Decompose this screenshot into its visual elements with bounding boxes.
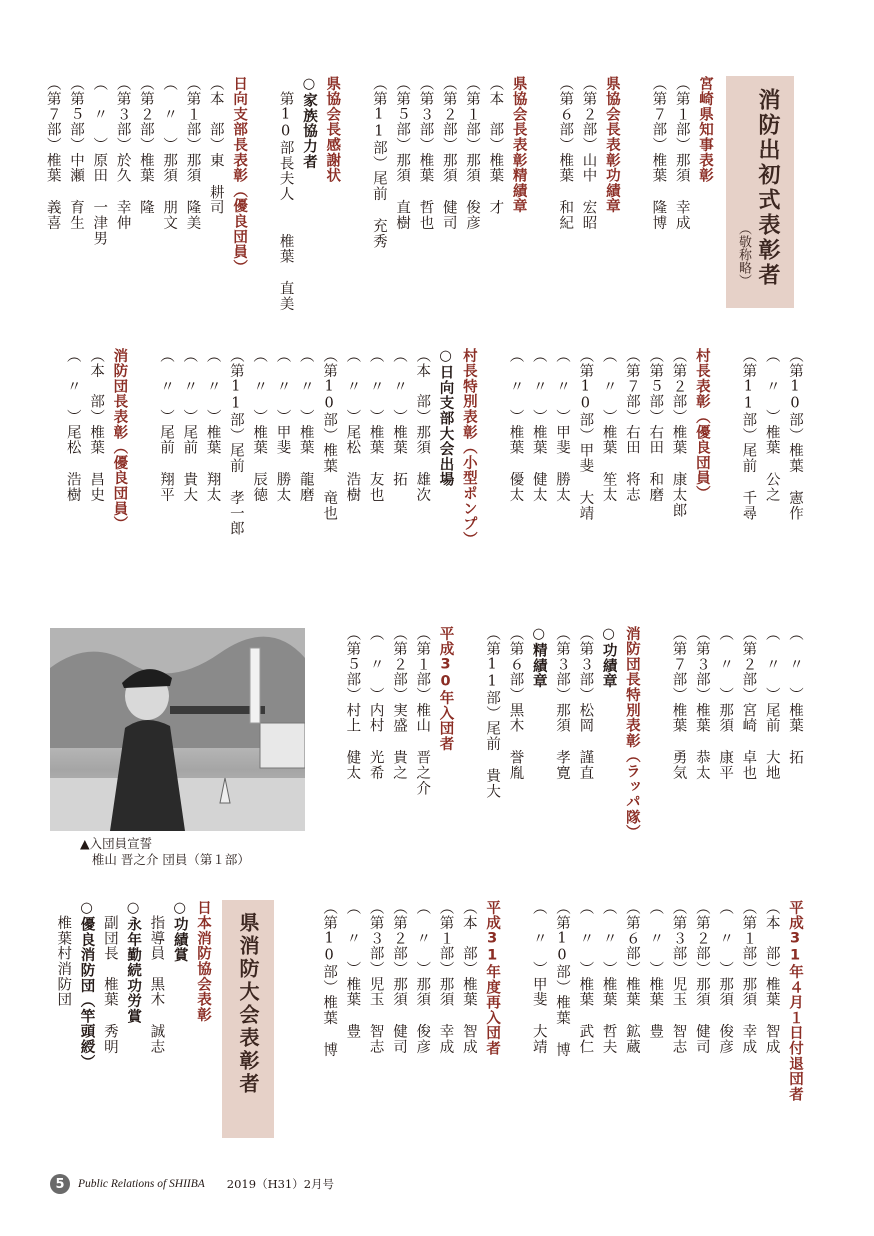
name-entry: 指導員 黒木 誠志 [148, 900, 165, 1055]
name-entry [623, 76, 646, 308]
section1-block-top [40, 76, 716, 312]
name-entry: （第11部）尾前 充秀 [370, 76, 387, 249]
award-category: ○優良消防団（竿頭綬） [78, 900, 95, 1070]
name-entry: （第３部）那須 孝寛 [554, 626, 571, 781]
name-entry: （ 〃 ）内村 光希 [367, 626, 384, 781]
name-entry [480, 348, 503, 580]
section-heading: 県協会長表彰精績章 [510, 76, 527, 214]
name-entry: （ 〃 ）椎葉 友也 [367, 348, 384, 503]
name-entry: （ 〃 ）尾前 翔平 [157, 348, 174, 503]
award-category: ○日向支部大会出場 [437, 348, 454, 488]
name-entry: （第５部）中瀬 育生 [67, 76, 84, 231]
section1-subtitle: （敬称略） [736, 222, 751, 287]
section-heading: 平成31年４月１日付退団者 [787, 900, 803, 1102]
page-number: 5 [50, 1174, 70, 1194]
section-heading: 日向支部長表彰（優良団員） [231, 76, 248, 275]
caption-line2: 椎山 晋之介 団員（第１部） [91, 852, 250, 867]
name-entry: （第１部）那須 隆美 [184, 76, 201, 231]
name-entry [130, 348, 153, 580]
name-entry: （第11部）尾前 千尋 [740, 348, 757, 521]
name-entry: （第11部）尾前 貴大 [484, 626, 501, 799]
section-heading: 宮崎県知事表彰 [697, 76, 713, 184]
name-entry: （ 〃 ）椎葉 武仁 [577, 900, 594, 1055]
name-entry: （第７部）椎葉 隆博 [650, 76, 667, 231]
name-entry: （第２部）実盛 貴之 [390, 626, 407, 781]
name-entry: （ 〃 ）那須 俊彦 [717, 900, 734, 1055]
section1-block-middle [61, 348, 807, 580]
photo-illustration [50, 628, 305, 831]
section-heading: 消防団長特別表彰（ラッパ隊） [623, 626, 640, 841]
name-entry: （ 〃 ）原田 一津男 [91, 76, 108, 246]
section2-block-b [51, 900, 214, 1132]
award-category: ○家族協力者 [300, 76, 317, 170]
name-entry: （第２部）山中 宏昭 [580, 76, 597, 231]
name-entry [713, 348, 736, 580]
name-entry: （本 部）椎葉 智成 [763, 900, 780, 1055]
caption-line1: ▲入団員宣誓 [80, 836, 153, 851]
name-entry: （第11部）尾前 孝一郎 [227, 348, 244, 537]
section-heading: 平成31年度再入団者 [484, 900, 501, 1056]
page-footer [50, 1174, 334, 1194]
section2-block [317, 900, 806, 1132]
section-heading: 村長特別表彰（小型ポンプ） [460, 348, 477, 547]
name-entry: 椎葉村消防団 [55, 900, 72, 1008]
name-entry: （第６部）椎葉 鉱蔵 [623, 900, 640, 1055]
name-entry: （ 〃 ）尾松 浩樹 [64, 348, 81, 503]
name-entry: （第３部）於久 幸伸 [114, 76, 131, 231]
section-heading: 平成30年入団者 [437, 626, 454, 752]
section-heading: 村長表彰（優良団員） [693, 348, 710, 501]
name-entry: （本 部）椎葉 昌史 [88, 348, 105, 503]
name-entry: （ 〃 ）椎葉 優太 [507, 348, 524, 503]
name-entry: （第３部）松岡 謹直 [577, 626, 594, 781]
name-entry: （ 〃 ）椎葉 豊 [344, 900, 361, 1040]
section-heading: 県協会長感謝状 [324, 76, 341, 184]
name-entry: （ 〃 ）甲斐 勝太 [274, 348, 291, 503]
name-entry: （本 部）椎葉 才 [487, 76, 504, 216]
name-entry: （ 〃 ）椎葉 健太 [530, 348, 547, 503]
name-entry: （第６部）椎葉 和紀 [557, 76, 574, 231]
award-category: ○永年勤続功労賞 [125, 900, 142, 1024]
name-entry: 副団長 椎葉 秀明 [101, 900, 118, 1055]
name-entry: （第３部）椎葉 哲也 [417, 76, 434, 231]
name-entry: （ 〃 ）椎葉 公之 [763, 348, 780, 503]
award-category: ○功績賞 [171, 900, 188, 963]
name-entry: （第２部）那須 健司 [390, 900, 407, 1055]
name-entry: 第10部長夫人 椎葉 直美 [277, 76, 294, 312]
name-entry: （第10部）椎葉 博 [554, 900, 571, 1058]
name-entry: （第10部）椎葉 竜也 [321, 348, 338, 521]
name-entry: （ 〃 ）那須 朋文 [161, 76, 178, 231]
name-entry [643, 626, 666, 858]
name-entry: （ 〃 ）椎葉 龍磨 [297, 348, 314, 503]
name-entry [503, 900, 526, 1132]
name-entry: （第１部）那須 幸成 [437, 900, 454, 1055]
name-entry: （ 〃 ）椎葉 笙太 [600, 348, 617, 503]
name-entry [457, 626, 480, 858]
name-entry: （第７部）右田 将志 [623, 348, 640, 503]
name-entry: （第６部）黒木 誉胤 [507, 626, 524, 781]
name-entry: （ 〃 ）甲斐 大靖 [530, 900, 547, 1055]
ceremony-photo [50, 628, 305, 831]
name-entry: （ 〃 ）椎葉 翔太 [204, 348, 221, 503]
name-entry: （ 〃 ）椎葉 哲夫 [600, 900, 617, 1055]
name-entry: （第２部）椎葉 康太郎 [670, 348, 687, 518]
name-entry [530, 76, 553, 308]
issue-label: 2019（H31）2月号 [226, 1177, 335, 1191]
name-entry: （ 〃 ）椎葉 拓 [390, 348, 407, 488]
name-entry: （第５部）那須 直樹 [394, 76, 411, 231]
name-entry [343, 76, 366, 308]
name-entry: （ 〃 ）那須 俊彦 [414, 900, 431, 1055]
name-entry: （本 部）東 耕司 [207, 76, 224, 216]
section1-title: 消防出初式表彰者 [755, 88, 780, 288]
name-entry: （ 〃 ）那須 康平 [717, 626, 734, 781]
name-entry: （第７部）椎葉 勇気 [670, 626, 687, 781]
award-category: ○功績章 [600, 626, 617, 689]
name-entry: （第３部）児玉 智志 [367, 900, 384, 1055]
name-entry: （第１部）那須 幸成 [740, 900, 757, 1055]
name-entry: （ 〃 ）尾前 大地 [763, 626, 780, 781]
name-entry: （第１部）那須 俊彦 [464, 76, 481, 231]
section-heading: 県協会長表彰功績章 [603, 76, 620, 214]
name-entry: （本 部）那須 雄次 [414, 348, 431, 503]
name-entry: （第７部）椎葉 義喜 [44, 76, 61, 231]
name-entry: （第３部）児玉 智志 [670, 900, 687, 1055]
name-entry: （ 〃 ）椎葉 辰徳 [251, 348, 268, 503]
name-entry: （第３部）椎葉 恭太 [693, 626, 710, 781]
name-entry [250, 76, 273, 308]
name-entry: （第２部）那須 健司 [440, 76, 457, 231]
name-entry: （ 〃 ）椎葉 豊 [647, 900, 664, 1040]
section-heading: 日本消防協会表彰 [195, 900, 211, 1023]
section1-block-lower [340, 626, 806, 858]
section2-title: 県消防大会表彰者 [236, 912, 260, 1096]
photo-caption [80, 836, 250, 868]
name-entry: （ 〃 ）椎葉 拓 [787, 626, 803, 766]
name-entry: （第10部）甲斐 大靖 [577, 348, 594, 521]
name-entry: （第５部）右田 和磨 [647, 348, 664, 503]
name-entry: （ 〃 ）甲斐 勝太 [554, 348, 571, 503]
name-entry: （第２部）宮崎 卓也 [740, 626, 757, 781]
name-entry: （第２部）那須 健司 [693, 900, 710, 1055]
name-entry: （第２部）椎葉 隆 [137, 76, 154, 216]
name-entry: （ 〃 ）尾松 浩樹 [344, 348, 361, 503]
name-entry: （第１部）椎山 晋之介 [414, 626, 431, 796]
name-entry: （第１部）那須 幸成 [673, 76, 690, 231]
award-category: ○精績章 [530, 626, 547, 689]
name-entry: （第５部）村上 健太 [344, 626, 361, 781]
section-heading: 消防団長表彰（優良団員） [111, 348, 128, 532]
name-entry: （第10部）椎葉 博 [321, 900, 338, 1058]
publication-name: Public Relations of SHIIBA [78, 1178, 205, 1190]
name-entry: （第10部）椎葉 憲作 [787, 348, 803, 521]
name-entry: （本 部）椎葉 智成 [460, 900, 477, 1055]
name-entry: （ 〃 ）尾前 貴大 [181, 348, 198, 503]
